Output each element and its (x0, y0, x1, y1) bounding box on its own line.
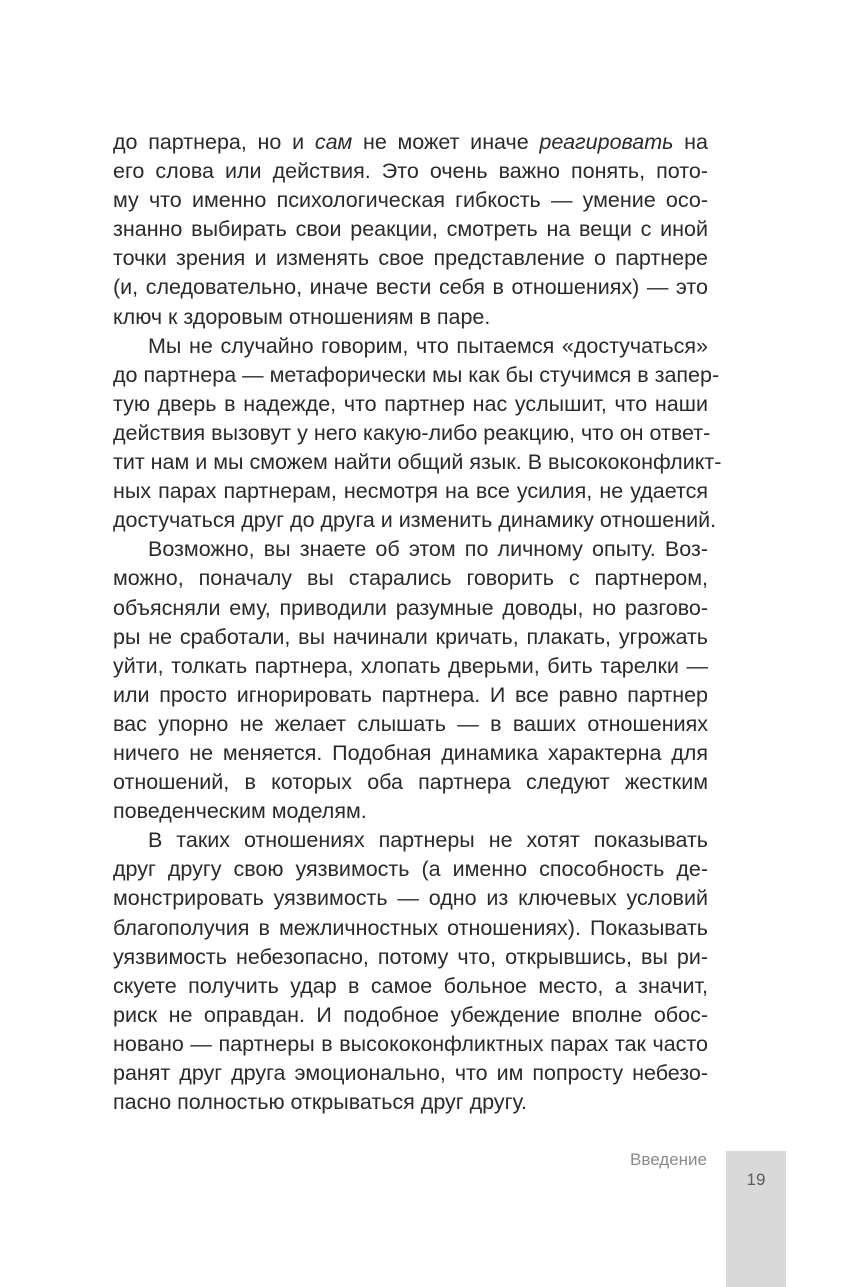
page-body (113, 128, 722, 1117)
paragraph-1 (113, 128, 708, 332)
text-line: до партнера, но и сам не может иначе реагировать на (113, 130, 708, 154)
text-line: ных парах партнерам, несмотря на все усилия, не удается (113, 479, 708, 504)
text-line: пасно полностью открываться друг другу. (113, 1090, 528, 1115)
text-line: уязвимость небезопасно, потому что, открывшись, вы ри- (113, 944, 708, 969)
paragraph-3 (113, 535, 708, 826)
text-line: точки зрения и изменять свое представление о партнере (113, 246, 708, 271)
italic-word-reagirovat: реагировать (539, 130, 674, 154)
text-line: отношений, в которых оба партнера следуют жестким (113, 770, 708, 795)
text-line: вас упорно не желает слышать — в ваших отношениях (113, 711, 708, 736)
text-line: ры не сработали, вы начинали кричать, плакать, угрожать (113, 624, 708, 649)
page-number: 19 (746, 1170, 766, 1189)
text-line: или просто игнорировать партнера. И все равно партнер (113, 682, 708, 707)
text-line: знанно выбирать свои реакции, смотреть на вещи с иной (113, 217, 708, 242)
text-line: Возможно, вы знаете об этом по личному опыту. Воз- (148, 537, 708, 562)
text-line: Мы не случайно говорим, что пытаемся «достучаться» (148, 333, 708, 358)
text-line: ключ к здоровым отношениям в паре. (113, 304, 491, 329)
text-line: тит нам и мы сможем найти общий язык. В высококонфликт- (113, 450, 722, 475)
running-head-chapter-title: Введение (630, 1150, 707, 1169)
text-line: скуете получить удар в самое больное место, а значит, (113, 973, 708, 998)
text-line: действия вызовут у него какую-либо реакцию, что он ответ- (113, 420, 711, 445)
text-line: риск не оправдан. И подобное убеждение вполне обос- (113, 1002, 708, 1027)
text-line: ничего не меняется. Подобная динамика характерна для (113, 740, 708, 765)
italic-word-sam: сам (314, 130, 353, 154)
text-line: ранят друг друга эмоционально, что им попросту небезо- (113, 1061, 708, 1085)
text-line: новано — партнеры в высококонфликтных парах так часто (113, 1031, 708, 1056)
text-line: В таких отношениях партнеры не хотят показывать (148, 828, 708, 853)
text-line: уйти, толкать партнера, хлопать дверьми, бить тарелки — (113, 653, 708, 678)
text-line: друг другу свою уязвимость (а именно способность де- (113, 857, 708, 882)
paragraph-2 (113, 332, 722, 536)
text-line: можно, поначалу вы старались говорить с партнером, (113, 566, 708, 591)
text-line: до партнера — метафорически мы как бы стучимся в запер- (113, 362, 720, 387)
text-line: объясняли ему, приводили разумные доводы, но разгово- (113, 595, 708, 620)
text-line: его слова или действия. Это очень важно понять, пото- (113, 159, 708, 184)
text-line: поведенческим моделям. (113, 799, 367, 824)
text-line: достучаться друг до друга и изменить динамику отношений. (113, 508, 717, 533)
text-line: благополучия в межличностных отношениях). Показывать (113, 915, 708, 940)
text-line: (и, следовательно, иначе вести себя в отношениях) — это (113, 275, 708, 300)
page-number-tab (726, 1151, 786, 1287)
text-line: му что именно психологическая гибкость — умение осо- (113, 188, 708, 213)
text-line: тую дверь в надежде, что партнер нас услышит, что наши (113, 391, 708, 416)
text-line: монстрировать уязвимость — одно из ключевых условий (113, 886, 708, 911)
paragraph-4 (113, 826, 708, 1117)
